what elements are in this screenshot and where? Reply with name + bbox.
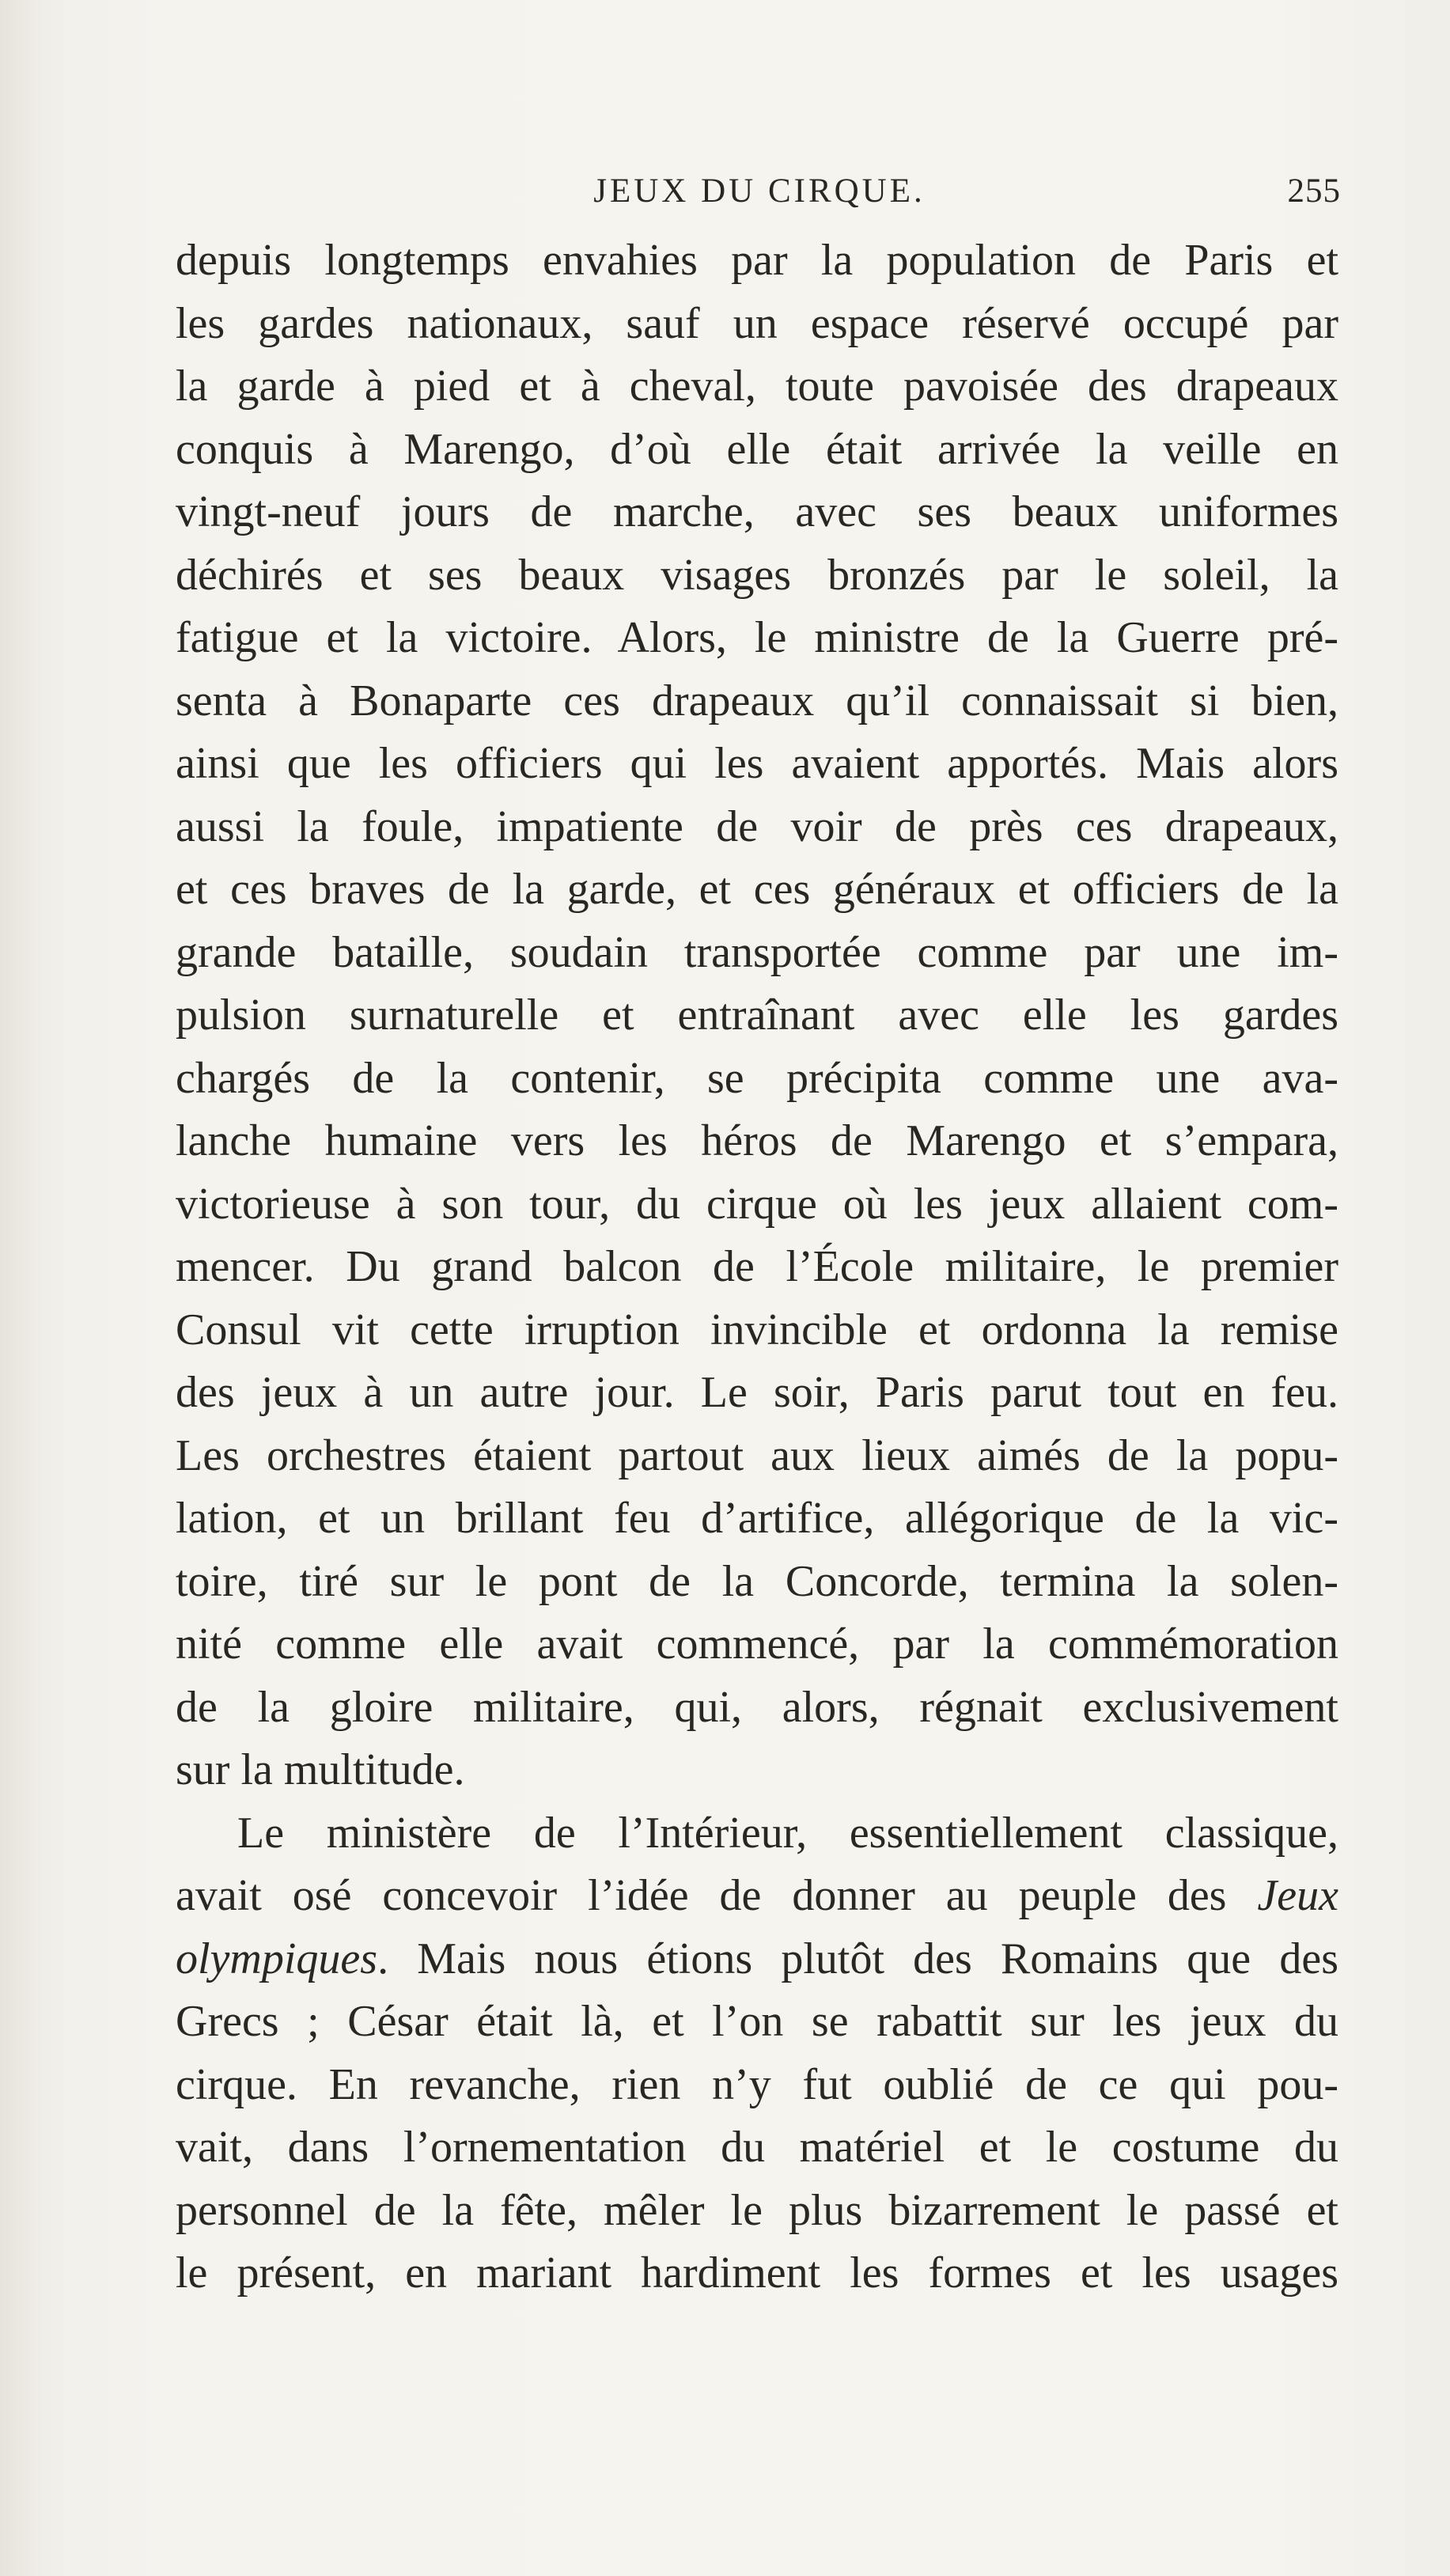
text-line: la garde à pied et à cheval, toute pavoisée des drapeaux — [176, 362, 1338, 411]
text-line: mencer. Du grand balcon de l’École militaire, le premier — [176, 1242, 1338, 1291]
text-line: le présent, en mariant hardiment les formes et les usages — [176, 2248, 1338, 2298]
text-line: aussi la foule, impatiente de voir de près ces drapeaux, — [176, 801, 1338, 851]
text-line: senta à Bonaparte ces drapeaux qu’il connaissait si bien, — [176, 676, 1338, 725]
text-line: vait, dans l’ornementation du matériel et le costume du — [176, 2123, 1338, 2172]
text-run: . Mais nous étions plutôt des Romains que des — [377, 1934, 1338, 1983]
running-title: JEUX DU CIRQUE. — [593, 172, 926, 210]
text-line — [176, 1928, 1338, 1991]
text-line: et ces braves de la garde, et ces généraux et officiers de la — [176, 865, 1338, 914]
text-line: fatigue et la victoire. Alors, le ministre de la Guerre pré- — [176, 613, 1338, 662]
text-line: nité comme elle avait commencé, par la commémoration — [176, 1619, 1338, 1669]
text-line: chargés de la contenir, se précipita comme une ava- — [176, 1053, 1338, 1103]
text-run: avait osé concevoir l’idée de donner au peuple des — [176, 1871, 1258, 1920]
text-line: vingt-neuf jours de marche, avec ses beaux uniformes — [176, 487, 1338, 536]
text-line: sur la multitude. — [176, 1745, 465, 1794]
text-line: lanche humaine vers les héros de Marengo et s’empara, — [176, 1116, 1338, 1165]
text-line: victorieuse à son tour, du cirque où les jeux allaient com- — [176, 1179, 1338, 1229]
text-line: lation, et un brillant feu d’artifice, allégorique de la vic- — [176, 1494, 1338, 1543]
italic-text: Jeux — [1257, 1871, 1338, 1920]
text-line: Les orchestres étaient partout aux lieux aimés de la popu- — [176, 1430, 1338, 1480]
page-number: 255 — [1287, 172, 1341, 210]
text-line: cirque. En revanche, rien n’y fut oublié de ce qui pou- — [176, 2059, 1338, 2109]
text-line: des jeux à un autre jour. Le soir, Paris parut tout en feu. — [176, 1368, 1338, 1417]
text-line: toire, tiré sur le pont de la Concorde, termina la solen- — [176, 1556, 1338, 1606]
text-line: ainsi que les officiers qui les avaient apportés. Mais alors — [176, 739, 1338, 788]
body-text — [176, 229, 1338, 2305]
text-line: de la gloire militaire, qui, alors, régnait exclusivement — [176, 1682, 1338, 1732]
text-line: pulsion surnaturelle et entraînant avec elle les gardes — [176, 991, 1338, 1040]
italic-text: olympiques — [176, 1934, 378, 1983]
text-line: depuis longtemps envahies par la population de Paris et — [176, 236, 1338, 285]
text-line: les gardes nationaux, sauf un espace réservé occupé par — [176, 298, 1338, 348]
text-line: personnel de la fête, mêler le plus bizarrement le passé et — [176, 2185, 1338, 2235]
text-line: grande bataille, soudain transportée comme par une im- — [176, 927, 1338, 977]
text-line — [176, 1865, 1338, 1928]
text-line: déchirés et ses beaux visages bronzés par le soleil, la — [176, 550, 1338, 600]
text-line: Grecs ; César était là, et l’on se rabattit sur les jeux du — [176, 1997, 1338, 2046]
text-line: conquis à Marengo, d’où elle était arrivée la veille en — [176, 424, 1338, 474]
paragraph-first-line: Le ministère de l’Intérieur, essentiellement classique, — [237, 1808, 1338, 1858]
text-line: Consul vit cette irruption invincible et ordonna la remise — [176, 1305, 1338, 1354]
running-head — [178, 168, 1341, 215]
